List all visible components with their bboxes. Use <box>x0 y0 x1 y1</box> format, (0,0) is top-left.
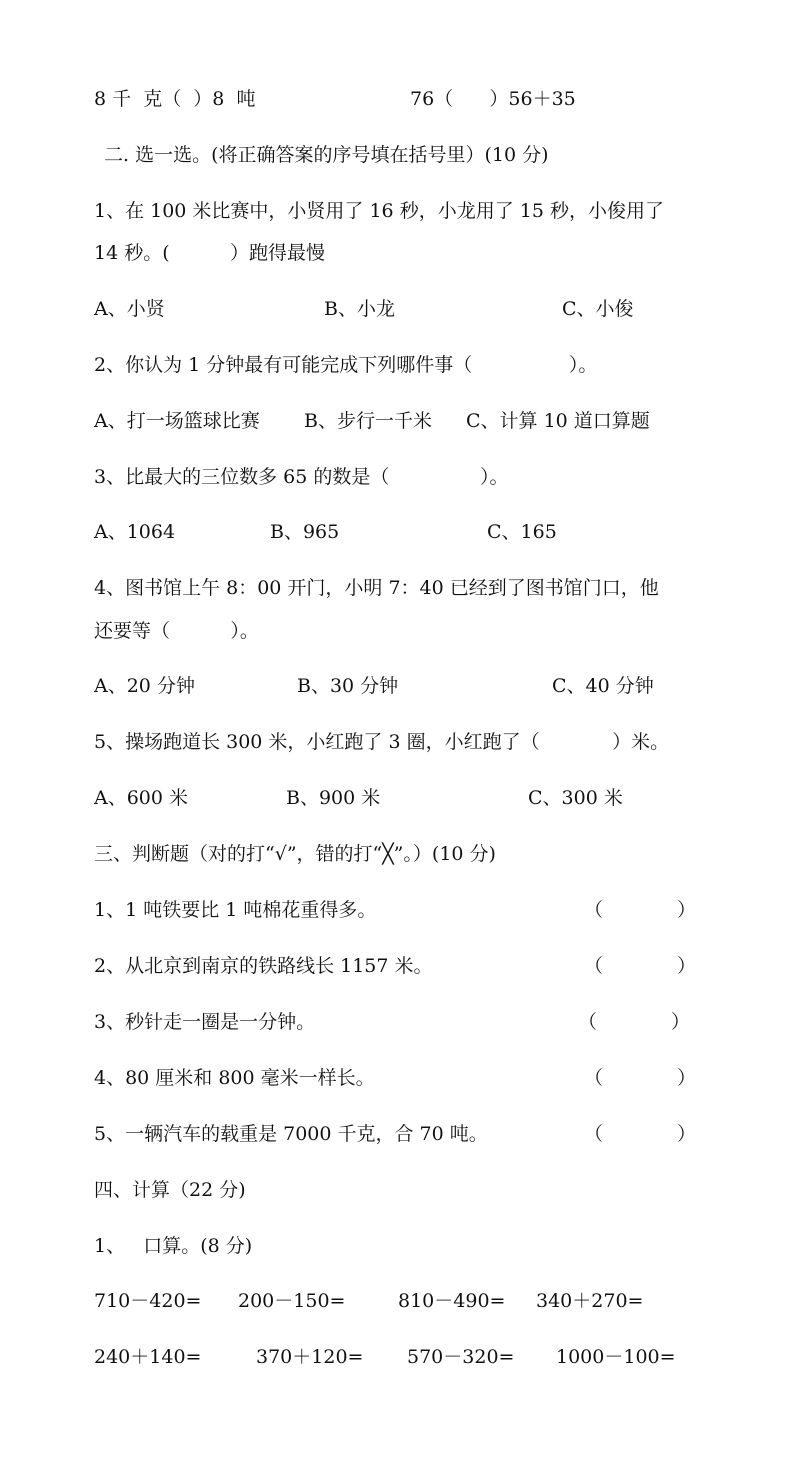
compare-left: 8 千 克（ ）8 吨 <box>94 88 256 110</box>
calc-problem: 1000－100= <box>556 1346 676 1368</box>
calc-problem: 370＋120= <box>256 1346 364 1368</box>
judge-item-3: 3、秒针走一圈是一分钟。 <box>94 1011 316 1033</box>
judge-item-5: 5、一辆汽车的载重是 7000 千克，合 70 吨。 <box>94 1123 488 1145</box>
judge-answer-open-3: （ <box>578 1011 598 1033</box>
q4-option-c: C、40 分钟 <box>552 675 654 697</box>
calc-problem: 710－420= <box>94 1290 202 1312</box>
q3-text: 3、比最大的三位数多 65 的数是（ ）。 <box>94 466 509 488</box>
judge-item-1: 1、1 吨铁要比 1 吨棉花重得多。 <box>94 899 377 921</box>
judge-answer-close-3: ） <box>671 1011 691 1033</box>
q2-option-a: A、打一场篮球比赛 <box>94 410 260 432</box>
q5-text: 5、操场跑道长 300 米，小红跑了 3 圈，小红跑了（ ）米。 <box>94 731 670 753</box>
q4-line1: 4、图书馆上午 8：00 开门，小明 7：40 已经到了图书馆门口，他 <box>94 577 659 599</box>
q3-option-b: B、965 <box>270 521 340 543</box>
judge-item-2: 2、从北京到南京的铁路线长 1157 米。 <box>94 955 433 977</box>
q1-line1: 1、在 100 米比赛中，小贤用了 16 秒，小龙用了 15 秒，小俊用了 <box>94 200 664 222</box>
q1-option-a: A、小贤 <box>94 298 165 320</box>
q3-option-c: C、165 <box>487 521 557 543</box>
q5-option-b: B、900 米 <box>286 787 381 809</box>
calc-problem: 810－490= <box>398 1290 506 1312</box>
section-3-title: 三、判断题（对的打“√”，错的打“╳”。）(10 分) <box>94 843 496 865</box>
judge-answer-close-5: ） <box>677 1123 697 1145</box>
q5-option-a: A、600 米 <box>94 787 189 809</box>
q2-option-c: C、计算 10 道口算题 <box>466 410 650 432</box>
judge-answer-open-2: （ <box>584 955 604 977</box>
calc-problem: 200－150= <box>238 1290 346 1312</box>
calc-problem: 340＋270= <box>536 1290 644 1312</box>
q2-option-b: B、步行一千米 <box>304 410 432 432</box>
judge-answer-close-2: ） <box>677 955 697 977</box>
q1-option-b: B、小龙 <box>324 298 395 320</box>
judge-answer-open-1: （ <box>584 899 604 921</box>
q4-option-b: B、30 分钟 <box>297 675 399 697</box>
q4-option-a: A、20 分钟 <box>94 675 195 697</box>
q3-option-a: A、1064 <box>94 521 176 543</box>
section-4-title: 四、计算（22 分) <box>94 1179 246 1201</box>
oral-calc-heading: 1、 口算。(8 分) <box>94 1235 253 1257</box>
judge-answer-close-1: ） <box>677 899 697 921</box>
judge-answer-close-4: ） <box>677 1067 697 1089</box>
judge-answer-open-5: （ <box>584 1123 604 1145</box>
calc-problem: 240＋140= <box>94 1346 202 1368</box>
q2-text: 2、你认为 1 分钟最有可能完成下列哪件事（ ）。 <box>94 354 598 376</box>
section-2-title: 二. 选一选。(将正确答案的序号填在括号里）(10 分) <box>104 144 549 166</box>
q1-line2: 14 秒。( ）跑得最慢 <box>94 242 326 264</box>
compare-right: 76（ ）56＋35 <box>410 88 576 110</box>
q1-option-c: C、小俊 <box>562 298 634 320</box>
q4-line2: 还要等（ ）。 <box>94 620 259 642</box>
calc-problem: 570－320= <box>407 1346 515 1368</box>
judge-answer-open-4: （ <box>584 1067 604 1089</box>
q5-option-c: C、300 米 <box>528 787 623 809</box>
judge-item-4: 4、80 厘米和 800 毫米一样长。 <box>94 1067 375 1089</box>
